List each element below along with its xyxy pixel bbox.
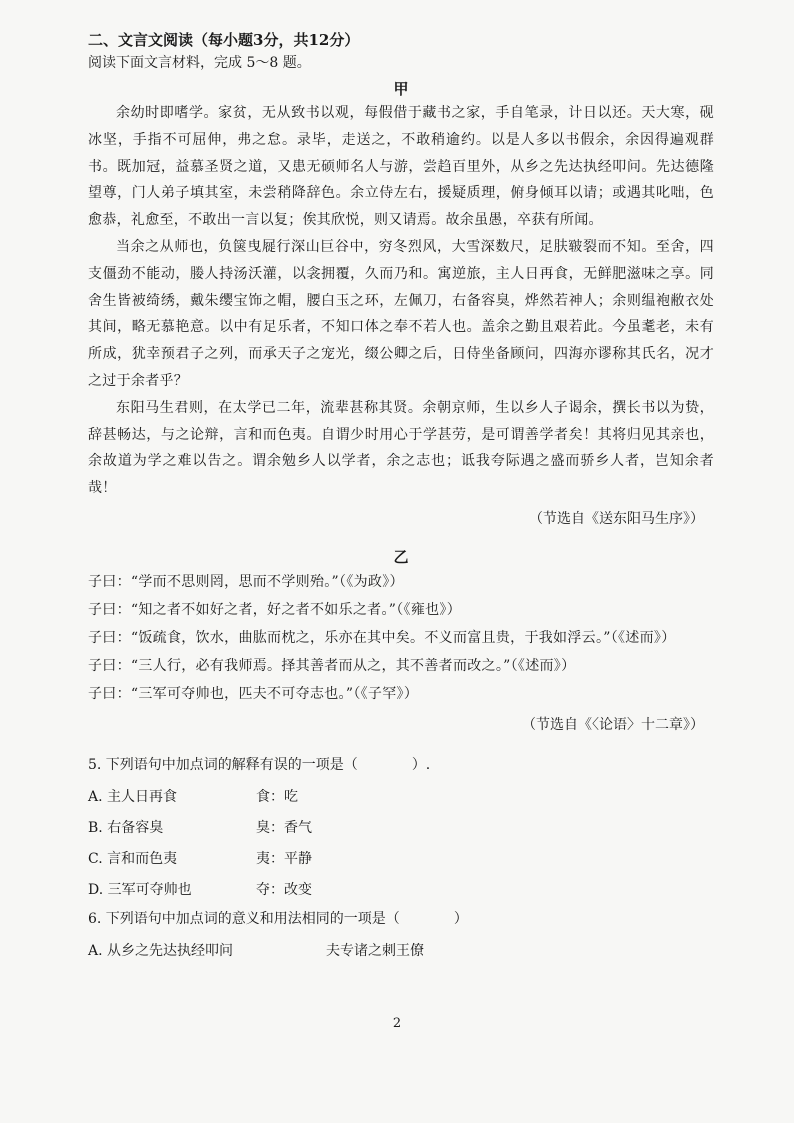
option-text: C. 言和而色夷	[88, 850, 178, 867]
question-5-stem	[88, 754, 714, 776]
part-a-paragraph: 余幼时即嗜学。家贫，无从致书以观，每假借于藏书之家，手自笔录，计日以还。天大寒，砚冰坚，手指不可屈伸，弗之怠。录毕，走送之，不敢稍逾约。以是人多以书假余，余因得遍观群书。既加冠，益慕圣贤之道，又患无硕师名人与游，尝趋百里外，从乡之先达执经叩问。先达德隆望尊，门人弟子填其室，未尝稍降辞色。余立侍左右，援疑质理，俯身倾耳以请；或遇其叱咄，色愈恭，礼愈至，不敢出一言以复；俟其欣悦，则又请焉。故余虽愚，卒获有所闻。	[88, 105, 714, 229]
part-b-source: （节选自《〈论语〉十二章》）	[522, 716, 704, 733]
question-6-option-a	[88, 936, 714, 967]
question-5-stem-text: 5. 下列语句中加点词的解释有误的一项是（	[88, 756, 358, 773]
analects-quote: 子曰：“三人行，必有我师焉。择其善者而从之，其不善者而改之。”（《述而》）	[88, 657, 576, 674]
option-text: D. 三军可夺帅也	[88, 881, 192, 898]
analects-quote: 子曰：“饭疏食，饮水，曲肱而枕之，乐亦在其中矣。不义而富且贵，于我如浮云。”（《述而》）	[88, 629, 676, 646]
question-5-option-a	[88, 782, 714, 813]
option-text-left: A. 从乡之先达执经叩问	[88, 942, 234, 959]
question-5-stem-end: ）.	[411, 756, 431, 773]
option-gloss: 夺：改变	[256, 881, 312, 898]
option-gloss: 夷：平静	[256, 850, 312, 867]
page-number: 2	[392, 1016, 402, 1031]
option-gloss: 食：吃	[256, 788, 298, 805]
part-a-label: 甲	[393, 80, 409, 98]
part-a-paragraph: 东阳马生君则，在太学已二年，流辈甚称其贤。余朝京师，生以乡人子谒余，撰长书以为贽，辞甚畅达，与之论辩，言和而色夷。自谓少时用心于学甚劳，是可谓善学者矣！其将归见其亲也，余故道为学之难以告之。谓余勉乡人以学者，余之志也；诋我夸际遇之盛而骄乡人者，岂知余者哉！	[88, 399, 714, 497]
section-title: 二、文言文阅读（每小题3分，共12分）	[88, 31, 360, 49]
option-text-right: 夫专诸之刺王僚	[326, 942, 424, 959]
question-6-stem-end: ）	[453, 910, 468, 927]
question-5-option-c	[88, 844, 714, 875]
option-text: A. 主人日再食	[88, 788, 178, 805]
option-gloss: 臭：香气	[256, 819, 312, 836]
part-b-label: 乙	[393, 547, 409, 566]
question-5-option-d	[88, 875, 714, 906]
option-text: B. 右备容臭	[88, 819, 164, 836]
analects-quote: 子曰：“学而不思则罔，思而不学则殆。”（《为政》）	[88, 573, 404, 590]
analects-quote: 子曰：“知之者不如好之者，好之者不如乐之者。”（《雍也》）	[88, 601, 462, 618]
question-5-option-b	[88, 813, 714, 844]
analects-quote: 子曰：“三军可夺帅也，匹夫不可夺志也。”（《子罕》）	[88, 685, 419, 702]
part-a-paragraph: 当余之从师也，负箧曳屣行深山巨谷中，穷冬烈风，大雪深数尺，足肤皲裂而不知。至舍，四支僵劲不能动，媵人持汤沃灌，以衾拥覆，久而乃和。寓逆旅，主人日再食，无鲜肥滋味之享。同舍生皆被绮绣，戴朱缨宝饰之帽，腰白玉之环，左佩刀，右备容臭，烨然若神人；余则缊袍敝衣处其间，略无慕艳意。以中有足乐者，不知口体之奉不若人也。盖余之勤且艰若此。今虽耄老，未有所成，犹幸预君子之列，而承天子之宠光，缀公卿之后，日侍坐备顾问，四海亦谬称其氏名，况才之过于余者乎？	[88, 238, 714, 389]
part-a-source: （节选自《送东阳马生序》）	[529, 510, 704, 527]
question-6-stem-text: 6. 下列语句中加点词的意义和用法相同的一项是（	[88, 910, 400, 927]
reading-instruction: 阅读下面文言材料，完成 5～8 题。	[88, 55, 311, 71]
question-6-stem	[88, 908, 714, 930]
